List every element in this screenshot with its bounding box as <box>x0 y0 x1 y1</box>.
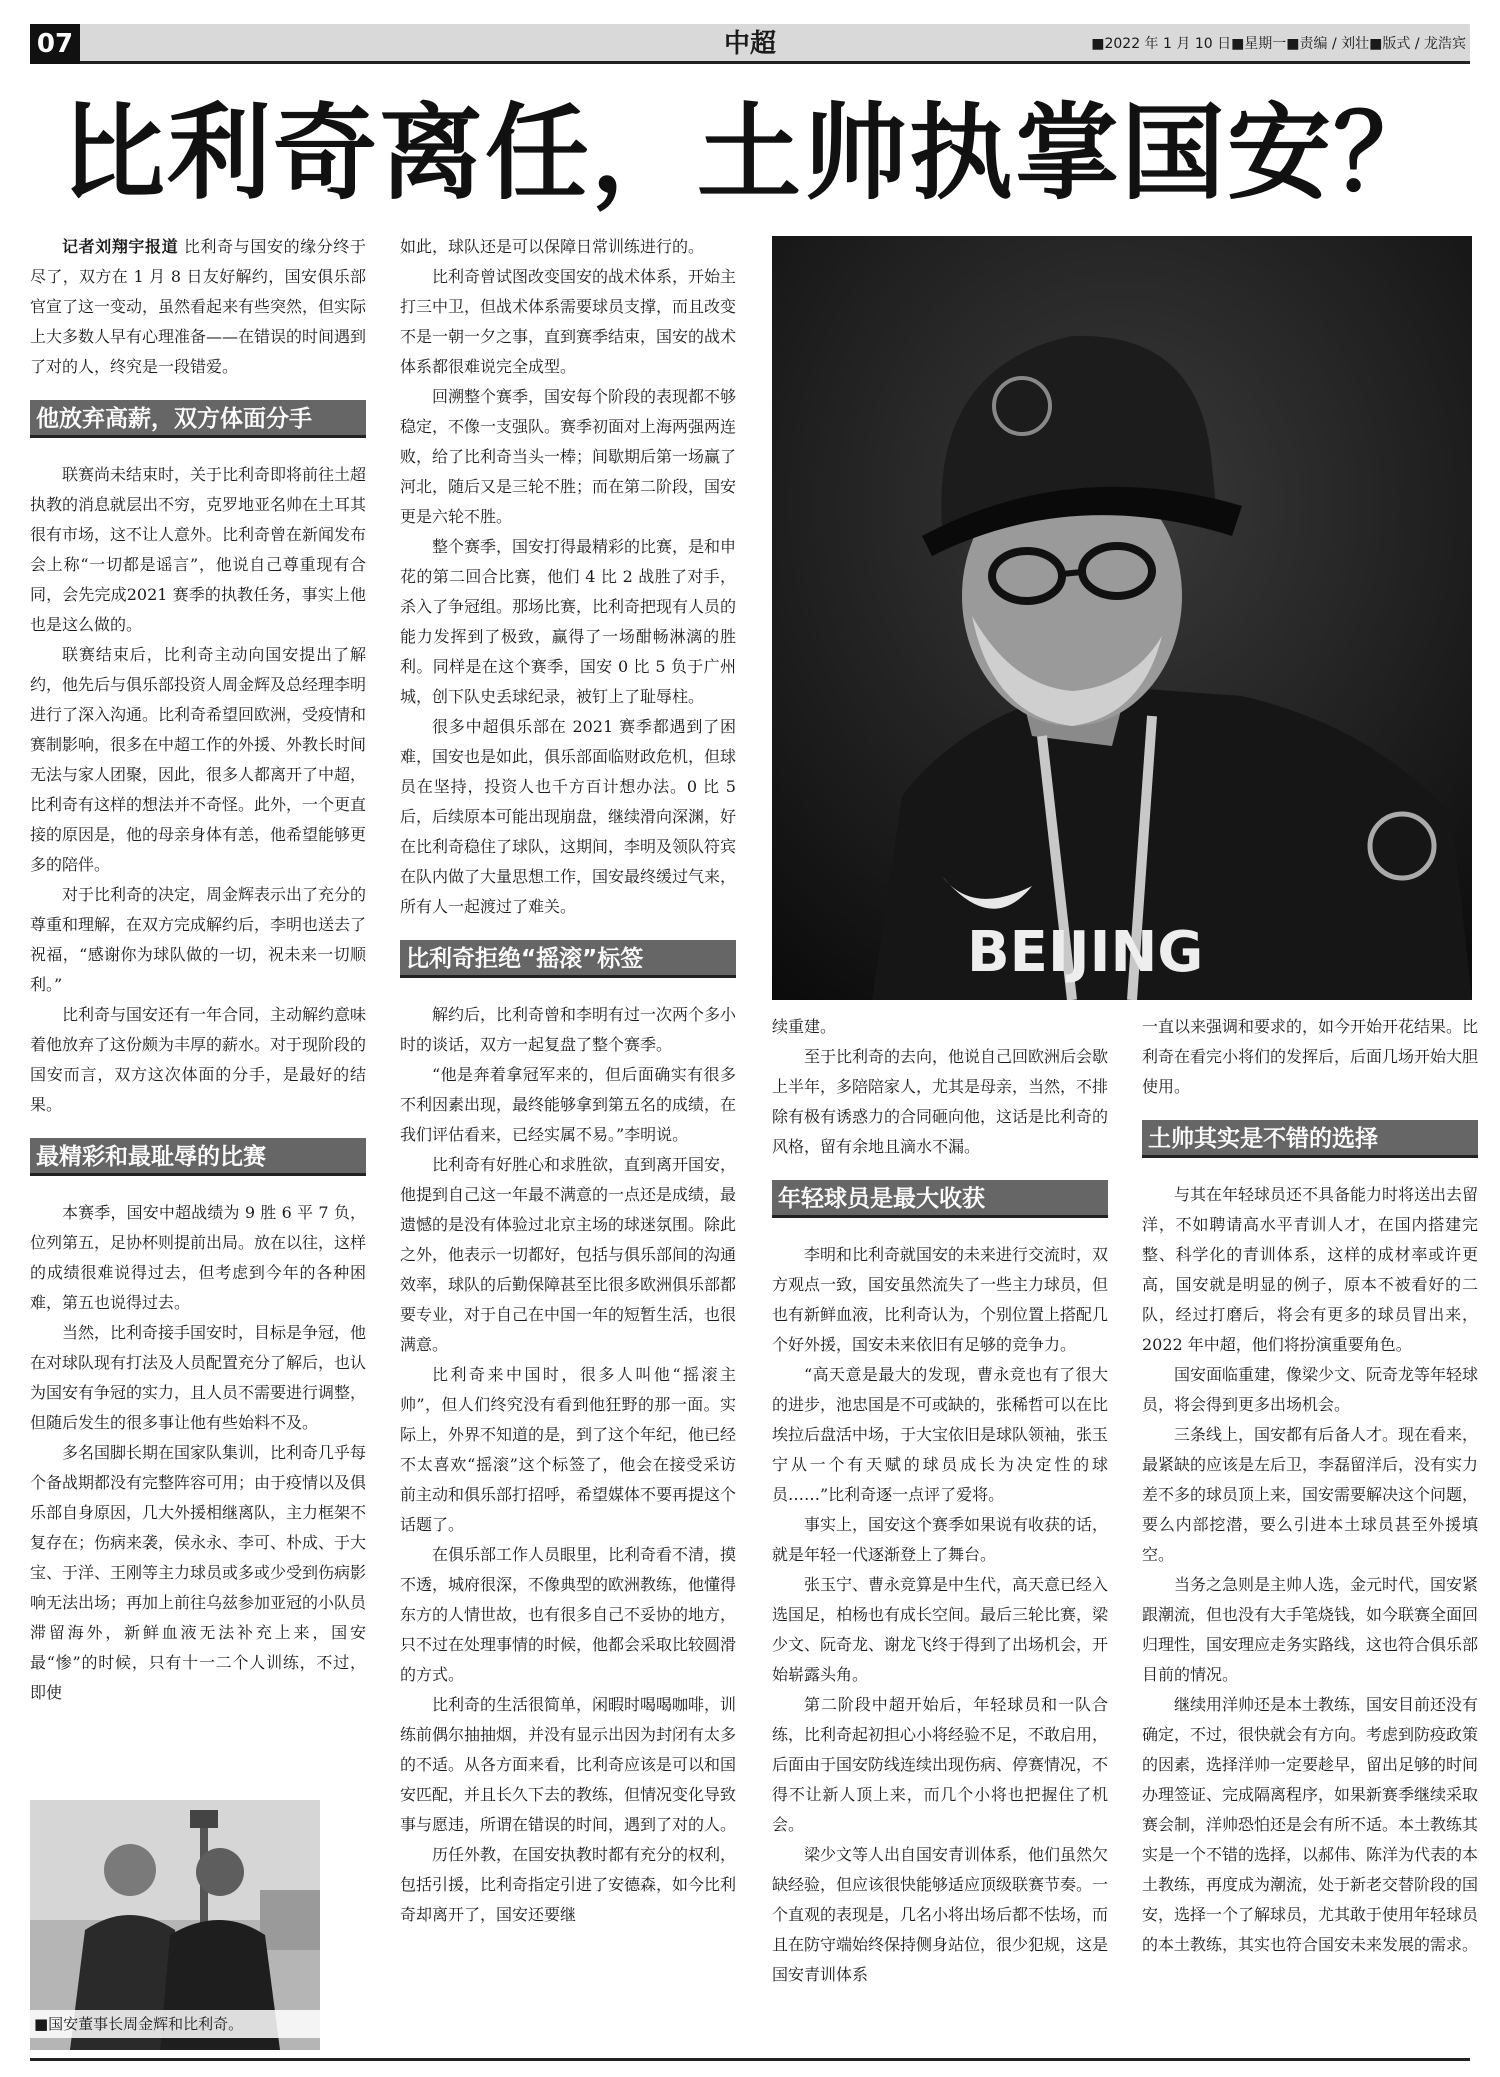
byline: 记者刘翔宇报道 <box>62 237 179 256</box>
subheading: 最精彩和最耻辱的比赛 <box>30 1138 366 1176</box>
coach-portrait-illustration <box>772 236 1472 1000</box>
paragraph: “他是奔着拿冠军来的，但后面确实有很多不利因素出现，最终能够拿到第五名的成绩，在我们评估看来，已经实属不易。”李明说。 <box>400 1065 737 1144</box>
paragraph: 张玉宁、曹永竞算是中生代，高天意已经入选国足，柏杨也有成长空间。最后三轮比赛，梁少文、阮奇龙、谢龙飞终于得到了出场机会，开始崭露头角。 <box>772 1575 1109 1684</box>
paragraph: 与其在年轻球员还不具备能力时将送出去留洋，不如聘请高水平青训人才，在国内搭建完整、科学化的青训体系，这样的成材率或许更高，国安就是明显的例子，原本不被看好的二队，经过打磨后，将会有更多的球员冒出来，2022 年中超，他们将扮演重要角色。 <box>1142 1185 1479 1354</box>
paragraph: 比利奇的生活很简单，闲暇时喝喝咖啡，训练前偶尔抽抽烟，并没有显示出因为封闭有太多的不适。从各方面来看，比利奇应该是可以和国安匹配，并且长久下去的教练，但情况变化导致事与愿违，所谓在错误的时间，遇到了对的人。 <box>400 1695 737 1834</box>
paragraph: 回溯整个赛季，国安每个阶段的表现都不够稳定，不像一支强队。赛季初面对上海两强两连败，给了比利奇当头一棒；间歇期后第一场赢了河北，随后又是三轮不胜；而在第二阶段，国安更是六轮不胜。 <box>400 387 737 526</box>
subheading: 他放弃高薪，双方体面分手 <box>30 400 366 438</box>
paragraph: 联赛结束后，比利奇主动向国安提出了解约，他先后与俱乐部投资人周金辉及总经理李明进行了深入沟通。比利奇希望回欧洲，受疫情和赛制影响，很多在中超工作的外援、外教长时间无法与家人团聚，因此，很多人都离开了中超，比利奇有这样的想法并不奇怪。此外，一个更直接的原因是，他的母亲身体有恙，他希望能够更多的陪伴。 <box>30 645 367 874</box>
paragraph: 多名国脚长期在国家队集训，比利奇几乎每个备战期都没有完整阵容可用；由于疫情以及俱乐部自身原因，几大外援相继离队，主力框架不复存在；伤病来袭，侯永永、李可、朴成、于大宝、于洋、王刚等主力球员或多或少受到伤病影响无法出场；再加上前往乌兹参加亚冠的小队员滞留海外，新鲜血液无法补充上来，国安最“惨”的时候，只有十一二个人训练，不过，即使 <box>30 1443 367 1702</box>
paragraph: 解约后，比利奇曾和李明有过一次两个多小时的谈话，双方一起复盘了整个赛季。 <box>400 1005 737 1054</box>
article-column-4 <box>1142 1012 1478 1960</box>
paragraph: 比利奇有好胜心和求胜欲，直到离开国安，他提到自己这一年最不满意的一点还是成绩，最遗憾的是没有体验过北京主场的球迷氛围。除此之外，他表示一切都好，包括与俱乐部间的沟通效率，球队的后勤保障甚至比很多欧洲俱乐部都要专业，对于自己在中国一年的短暂生活，也很满意。 <box>400 1155 737 1354</box>
paragraph: 李明和比利奇就国安的未来进行交流时，双方观点一致，国安虽然流失了一些主力球员，但也有新鲜血液，比利奇认为，个别位置上搭配几个好外援，国安未来依旧有足够的竞争力。 <box>772 1245 1109 1354</box>
paragraph: 整个赛季，国安打得最精彩的比赛，是和申花的第二回合比赛，他们 4 比 2 战胜了对手，杀入了争冠组。那场比赛，比利奇把现有人员的能力发挥到了极致，赢得了一场酣畅淋漓的胜利。同样是在这个赛季，国安 0 比 5 负于广州城，创下队史丢球纪录，被钉上了耻辱柱。 <box>400 537 737 706</box>
paragraph: 在俱乐部工作人员眼里，比利奇看不清，摸不透，城府很深，不像典型的欧洲教练，他懂得东方的人情世故，也有很多自己不妥协的地方，只不过在处理事情的时候，他都会采取比较圆滑的方式。 <box>400 1545 737 1684</box>
paragraph: 梁少文等人出自国安青训体系，他们虽然欠缺经验，但应该很快能够适应顶级联赛节奏。一个直观的表现是，几名小将出场后都不怯场，而且在防守端始终保持侧身站位，很少犯规，这是国安青训体系 <box>772 1845 1109 1984</box>
intro-paragraph: 记者刘翔宇报道 比利奇与国安的缘分终于尽了，双方在 1 月 8 日友好解约，国安俱乐部官宣了这一变动，虽然看起来有些突然，但实际上大多数人早有心理准备——在错误的时间遇到了对的人，终究是一段错爱。 <box>30 237 367 376</box>
subheading: 比利奇拒绝“摇滚”标签 <box>400 940 736 978</box>
paragraph: 比利奇曾试图改变国安的战术体系，开始主打三中卫，但战术体系需要球员支撑，而且改变不是一朝一夕之事，直到赛季结束，国安的战术体系都很难说完全成型。 <box>400 267 737 376</box>
paragraph: 本赛季，国安中超战绩为 9 胜 6 平 7 负，位列第五，足协杯则提前出局。放在以往，这样的成绩很难说得过去，但考虑到今年的各种困难，第五也说得过去。 <box>30 1203 367 1312</box>
paragraph: 事实上，国安这个赛季如果说有收获的话，就是年轻一代逐渐登上了舞台。 <box>772 1515 1109 1564</box>
paragraph: 联赛尚未结束时，关于比利奇即将前往土超执教的消息就层出不穷，克罗地亚名帅在土耳其很有市场，这不让人意外。比利奇曾在新闻发布会上称“一切都是谣言”，他说自己尊重现有合同，会先完成2021 赛季的执教任务，事实上他也是这么做的。 <box>30 465 367 634</box>
paragraph: 历任外教，在国安执教时都有充分的权利，包括引援，比利奇指定引进了安德森，如今比利奇却离开了，国安还要继 <box>400 1845 737 1924</box>
subheading: 土帅其实是不错的选择 <box>1142 1120 1478 1158</box>
paragraph: 很多中超俱乐部在 2021 赛季都遇到了困难，国安也是如此，俱乐部面临财政危机，但球员在坚持，投资人也千方百计想办法。0 比 5 后，后续原本可能出现崩盘，继续滑向深渊，好在比利奇稳住了球队，这期间，李明及领队符宾在队内做了大量思想工作，国安最终缓过气来，所有人一起渡过了难关。 <box>400 717 737 916</box>
article-column-1 <box>30 232 366 1708</box>
paragraph: 比利奇与国安还有一年合同，主动解约意味着他放弃了这份颇为丰厚的薪水。对于现阶段的国安而言，双方这次体面的分手，是最好的结果。 <box>30 1005 367 1114</box>
paragraph: 第二阶段中超开始后，年轻球员和一队合练，比利奇起初担心小将经验不足，不敢启用，后面由于国安防线连续出现伤病、停赛情况，不得不让新人顶上来，而几个小将也把握住了机会。 <box>772 1695 1109 1834</box>
headline: 比利奇离任，土帅执掌国安？ <box>60 91 1439 214</box>
paragraph: 当务之急则是主帅人选，金元时代，国安紧跟潮流，但也没有大手笔烧钱，如今联赛全面回归理性，国安理应走务实路线，这也符合俱乐部目前的情况。 <box>1142 1575 1479 1684</box>
paragraph: “高天意是最大的发现，曹永竞也有了很大的进步，池忠国是不可或缺的，张稀哲可以在比埃拉后盘活中场，于大宝依旧是球队领袖，张玉宁从一个有天赋的球员成长为决定性的球员……”比利奇逐一点评了爱将。 <box>772 1365 1109 1504</box>
paragraph: 一直以来强调和要求的，如今开始开花结果。比利奇在看完小将们的发挥后，后面几场开始大胆使用。 <box>1142 1017 1479 1096</box>
page-number: 07 <box>30 24 80 64</box>
paragraph: 当然，比利奇接手国安时，目标是争冠，他在对球队现有打法及人员配置充分了解后，也认为国安有争冠的实力，且人员不需要进行调整，但随后发生的很多事让他有些始料不及。 <box>30 1323 367 1432</box>
section-title: 中超 <box>723 29 776 59</box>
shirt-text: BEIJING <box>967 920 1204 985</box>
paragraph: 比利奇来中国时，很多人叫他“摇滚主帅”，但人们终究没有看到他狂野的那一面。实际上，外界不知道的是，到了这个年纪，他已经不太喜欢“摇滚”这个标签了，他会在接受采访前主动和俱乐部打招呼，希望媒体不要再提这个话题了。 <box>400 1365 737 1534</box>
paragraph: 国安面临重建，像梁少文、阮奇龙等年轻球员，将会得到更多出场机会。 <box>1142 1365 1479 1414</box>
paragraph: 继续用洋帅还是本土教练，国安目前还没有确定，不过，很快就会有方向。考虑到防疫政策的因素，选择洋帅一定要趁早，留出足够的时间办理签证、完成隔离程序，如果新赛季继续采取赛会制，洋帅恐怕还是会有所不适。本土教练其实是一个不错的选择，以郝伟、陈洋为代表的本土教练，再度成为潮流，处于新老交替阶段的国安，选择一个了解球员，尤其敢于使用年轻球员的本土教练，其实也符合国安未来发展的需求。 <box>1142 1695 1479 1954</box>
paragraph: 至于比利奇的去向，他说自己回欧洲后会歇上半年，多陪陪家人，尤其是母亲，当然，不排除有极有诱惑力的合同砸向他，这话是比利奇的风格，留有余地且滴水不漏。 <box>772 1047 1109 1156</box>
subheading: 年轻球员是最大收获 <box>772 1180 1108 1218</box>
issue-info: ■2022 年 1 月 10 日■星期一■责编 / 刘壮■版式 / 龙浩宾 <box>1091 36 1466 52</box>
paragraph: 对于比利奇的决定，周金辉表示出了充分的尊重和理解，在双方完成解约后，李明也送去了祝福，“感谢你为球队做的一切，祝未来一切顺利。” <box>30 885 367 994</box>
bottom-rule <box>30 2058 1470 2061</box>
article-column-3 <box>772 1012 1108 1990</box>
paragraph: 如此，球队还是可以保障日常训练进行的。 <box>400 237 705 256</box>
photo-caption: ■国安董事长周金辉和比利奇。 <box>30 2010 320 2038</box>
main-photo-coach-portrait <box>772 236 1472 1000</box>
paragraph: 三条线上，国安都有后备人才。现在看来，最紧缺的应该是左后卫，李磊留洋后，没有实力差不多的球员顶上来，国安需要解决这个问题，要么内部挖潜，要么引进本土球员甚至外援填空。 <box>1142 1425 1479 1564</box>
article-column-2 <box>400 232 736 1930</box>
paragraph: 续重建。 <box>772 1017 837 1036</box>
